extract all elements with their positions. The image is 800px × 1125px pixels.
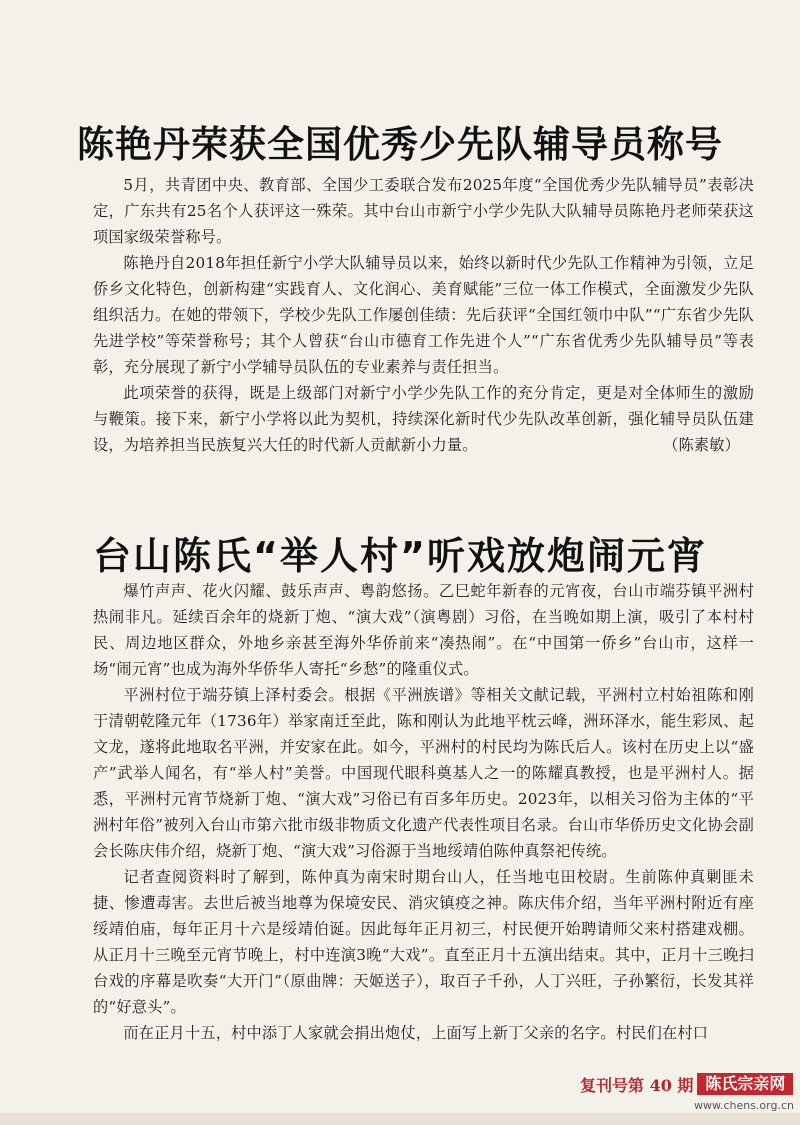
article-2-paragraph: 平洲村位于端芬镇上泽村委会。根据《平洲族谱》等相关文献记载，平洲村立村始祖陈和刚于清朝乾隆元年（1736年）举家南迁至此，陈和刚认为此地平枕云峰，洲环泽水，能生彩凤、起文龙，遂将此地取名平洲，并安家在此。如今，平洲村的村民均为陈氏后人。该村在历史上以“盛产”武举人闻名，有“举人村”美誉。中国现代眼科奠基人之一的陈耀真教授，也是平洲村人。据悉，平洲村元宵节烧新丁炮、“演大戏”习俗已有百多年历史。2023年，以相关习俗为主体的“平洲村年俗”被列入台山市第六批市级非物质文化遗产代表性项目名录。台山市华侨历史文化协会副会长陈庆伟介绍，烧新丁炮、“演大戏”习俗源于当地绥靖伯陈仲真祭祀传统。 (93, 686, 754, 860)
site-url[interactable]: www.chens.org.cn (693, 1099, 794, 1112)
article-2-paragraph: 记者查阅资料时了解到，陈仲真为南宋时期台山人，任当地屯田校尉。生前陈仲真剿匪未捷、惨遭毒害。去世后被当地尊为保境安民、消灾镇疫之神。陈庆伟介绍，当年平洲村附近有座绥靖伯庙，每年正月十六是绥靖伯诞。因此每年正月初三，村民便开始聘请师父来村搭建戏棚。从正月十三晚至元宵节晚上，村中连演3晚“大戏”。直至正月十五演出结束。其中，正月十三晚扫台戏的序幕是吹奏“大开门”（原曲牌：天姬送子），取百子千孙，人丁兴旺，子孙繁衍，长发其祥的“好意头”。 (93, 868, 754, 1016)
article-1-paragraph: 5月，共青团中央、教育部、全国少工委联合发布2025年度“全国优秀少先队辅导员”表彰决定，广东共有25名个人获评这一殊荣。其中台山市新宁小学少先队大队辅导员陈艳丹老师荣获这项国家级荣誉称号。 (93, 176, 754, 246)
site-brand-badge[interactable]: 陈氏宗亲网 (697, 1073, 793, 1095)
article-2-paragraph: 爆竹声声、花火闪耀、鼓乐声声、粤韵悠扬。乙巳蛇年新春的元宵夜，台山市端芬镇平洲村热闹非凡。延续百余年的烧新丁炮、“演大戏”（演粤剧）习俗，在当晚如期上演，吸引了本村村民、周边地区群众，外地乡亲甚至海外华侨前来“凑热闹”。在“中国第一侨乡”台山市，这样一场“闹元宵”也成为海外华侨华人寄托“乡愁”的隆重仪式。 (93, 582, 754, 678)
article-2-title: 台山陈氏“举人村”听戏放炮闹元宵 (93, 534, 707, 578)
bottom-strip (0, 1113, 800, 1125)
article-1-paragraph: 陈艳丹自2018年担任新宁小学大队辅导员以来，始终以新时代少先队工作精神为引领，立足侨乡文化特色，创新构建“实践育人、文化润心、美育赋能”三位一体工作模式，全面激发少先队组织活力。在她的带领下，学校少先队工作屡创佳绩：先后获评“全国红领巾中队”“广东省少先队先进学校”等荣誉称号；其个人曾获“台山市德育工作先进个人”“广东省优秀少先队辅导员”等表彰，充分展现了新宁小学辅导员队伍的专业素养与责任担当。 (93, 254, 754, 376)
article-1-paragraph-text: 此项荣誉的获得，既是上级部门对新宁小学少先队工作的充分肯定，更是对全体师生的激励与鞭策。接下来，新宁小学将以此为契机，持续深化新时代少先队改革创新，强化辅导员队伍建设，为培养担当民族复兴大任的时代新人贡献新小力量。 (93, 384, 754, 454)
article-1-body (93, 172, 754, 458)
page-footer (580, 1073, 793, 1095)
issue-number: 复刊号第 40 期 (580, 1075, 694, 1095)
article-1-paragraph (93, 380, 754, 458)
article-2-body (93, 578, 754, 1046)
article-2-paragraph: 而在正月十五，村中添丁人家就会捐出炮仗，上面写上新丁父亲的名字。村民们在村口 (123, 1024, 709, 1042)
article-1-byline: （陈素敏） (663, 436, 740, 454)
article-1-title: 陈艳丹荣获全国优秀少先队辅导员称号 (77, 123, 723, 166)
